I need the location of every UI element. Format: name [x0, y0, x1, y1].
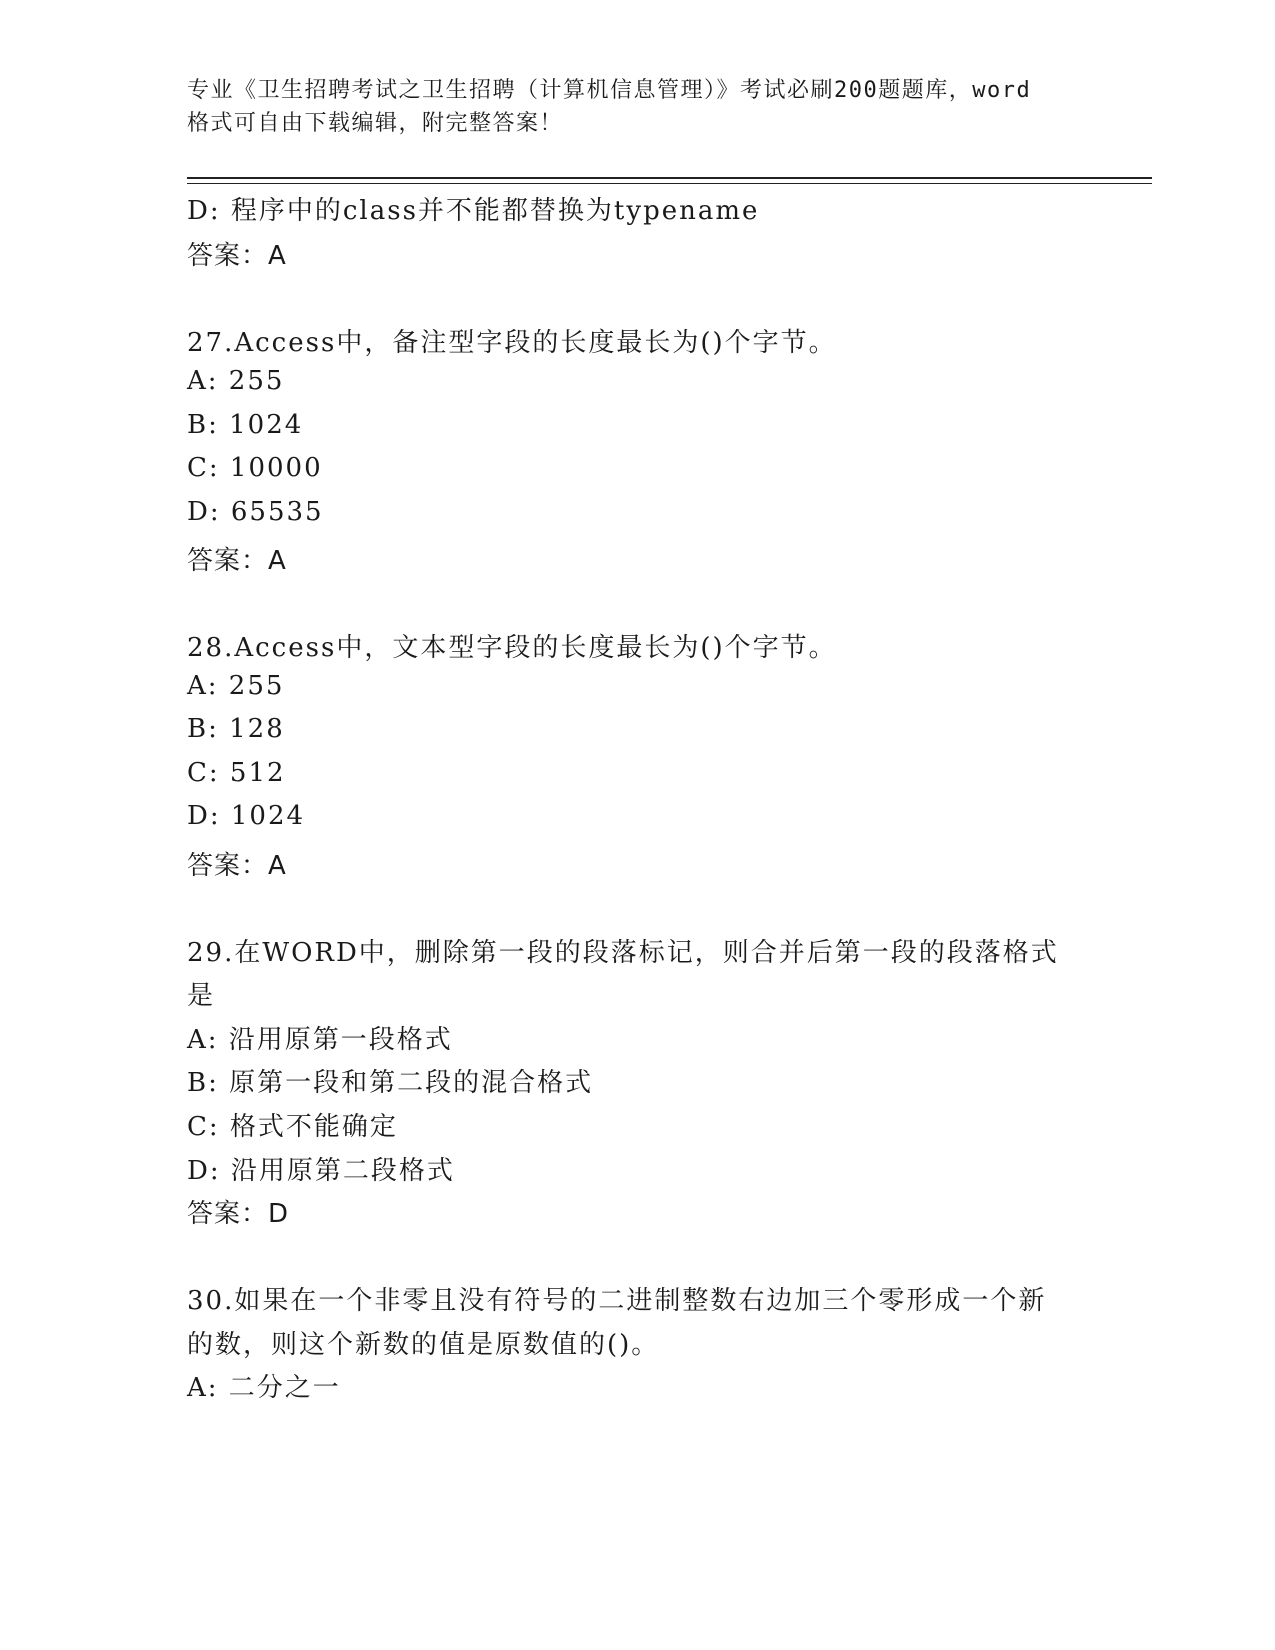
q29-question-line-1: 29.在WORD中，删除第一段的段落标记，则合并后第一段的段落格式 [187, 938, 1059, 968]
q27-option-a: A: 255 [187, 366, 285, 396]
q27-option-c: C: 10000 [187, 453, 323, 483]
q29-option-b: B: 原第一段和第二段的混合格式 [187, 1068, 594, 1098]
q28-option-c: C: 512 [187, 758, 286, 788]
header-line-2: 格式可自由下载编辑，附完整答案！ [187, 111, 564, 136]
header-divider-thick [187, 177, 1152, 179]
header-divider-thin [187, 183, 1152, 184]
q28-answer: 答案：A [187, 851, 287, 881]
q29-option-c: C: 格式不能确定 [187, 1112, 398, 1142]
q30-question-line-2: 的数，则这个新数的值是原数值的()。 [187, 1330, 660, 1360]
q29-option-d: D: 沿用原第二段格式 [187, 1156, 455, 1186]
q27-question: 27.Access中，备注型字段的长度最长为()个字节。 [187, 328, 837, 358]
q28-question: 28.Access中，文本型字段的长度最长为()个字节。 [187, 633, 837, 663]
prev-option-d: D: 程序中的class并不能都替换为typename [187, 196, 760, 226]
q29-option-a: A: 沿用原第一段格式 [187, 1025, 453, 1055]
q28-option-d: D: 1024 [187, 801, 306, 831]
q27-option-b: B: 1024 [187, 410, 304, 440]
header-line-1: 专业《卫生招聘考试之卫生招聘（计算机信息管理）》考试必刷200题题库，word [187, 78, 1032, 103]
q30-question-line-1: 30.如果在一个非零且没有符号的二进制整数右边加三个零形成一个新 [187, 1286, 1047, 1316]
q28-option-b: B: 128 [187, 714, 285, 744]
prev-answer: 答案：A [187, 241, 287, 271]
q29-answer: 答案：D [187, 1199, 290, 1229]
q27-answer: 答案：A [187, 546, 287, 576]
q28-option-a: A: 255 [187, 671, 285, 701]
q30-option-a: A: 二分之一 [187, 1373, 341, 1403]
q29-question-line-2: 是 [187, 981, 216, 1011]
q27-option-d: D: 65535 [187, 497, 324, 527]
document-header [187, 74, 1087, 140]
